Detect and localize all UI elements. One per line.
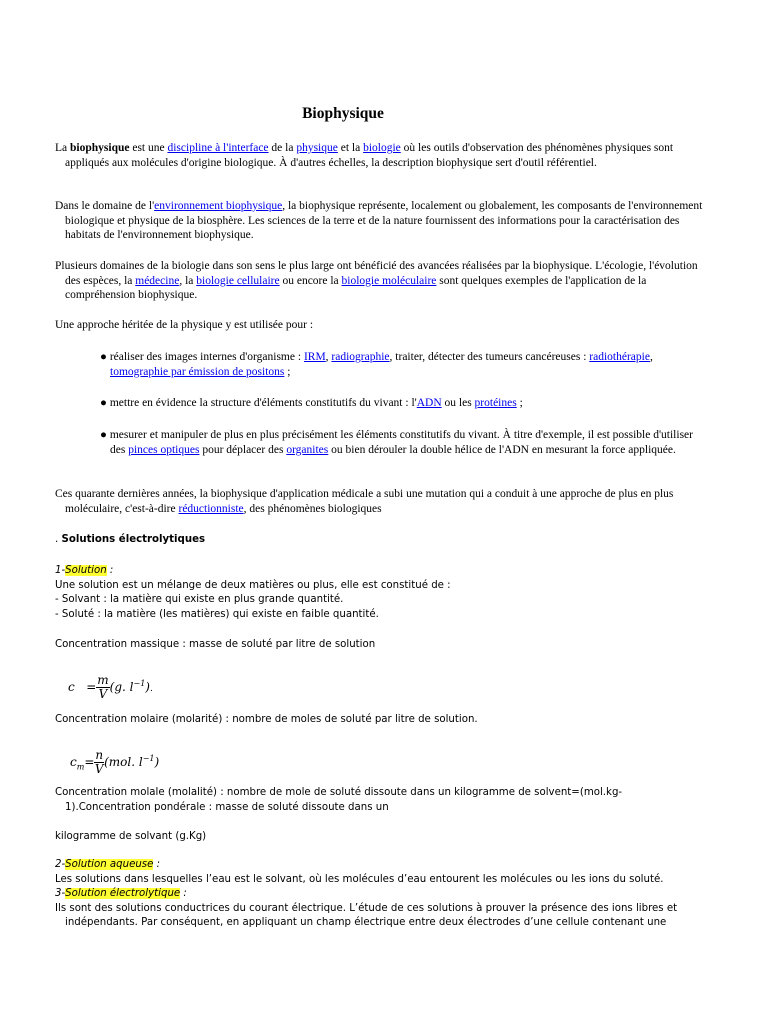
bullet-list-3 [100, 428, 700, 457]
text: La [55, 142, 71, 154]
link-organites[interactable]: organites [286, 443, 329, 456]
link-radiographie[interactable]: radiographie [331, 351, 390, 363]
text: Plusieurs domaines de la biologie dans son sens le plus large ont bénéficié des avancées réalisées par la biophysique. L'écologie, l'évolution des espèces, la [55, 260, 698, 287]
definition-heading [55, 887, 700, 902]
bold-term: biophysique [70, 142, 130, 154]
text: Dans le domaine de l' [55, 200, 155, 212]
text: , [649, 351, 653, 363]
link-pinces-optiques[interactable]: pinces optiques [128, 443, 200, 456]
link-proteines[interactable]: protéines [474, 397, 517, 409]
text: ● mettre en évidence la structure d'éléments constitutifs du vivant : l' [100, 397, 417, 409]
math-unit: (g. l [109, 680, 134, 694]
text: ● réaliser des images internes d'organisme : [100, 351, 304, 363]
fraction [96, 674, 109, 701]
aqueous-solution-definition [55, 858, 700, 887]
fraction [94, 749, 104, 776]
equation-molar-concentration [70, 749, 159, 776]
text-line: Ils sont des solutions conductrices du courant électrique. L’étude de ces solutions à prouver la présence des ions libres et indépendants. Par conséquent, en appliquant un champ électrique entre deux électrodes d’une cellule contenant une [55, 902, 678, 928]
math-subscript: m [76, 762, 85, 772]
text: 2- [55, 859, 66, 870]
numerator: n [95, 748, 104, 762]
link-environnement-biophysique[interactable]: environnement biophysique [154, 200, 283, 212]
math-exponent: −1 [142, 754, 155, 763]
math-operator: = [86, 680, 97, 694]
definition-heading [55, 564, 700, 579]
definition-heading [55, 858, 700, 873]
text: : [153, 859, 161, 870]
environment-paragraph [55, 199, 710, 243]
text-line: - Soluté : la matière (les matières) qui existe en faible quantité. [55, 608, 379, 620]
numerator: m [97, 673, 109, 687]
text: où les outils d'observation des phénomènes physiques sont appliqués aux molécules d'origine biologique. À d'autres échelles, la description biophysique sert d'outil référentiel. [65, 142, 674, 169]
list-item [100, 396, 700, 411]
kilogram-line: kilogramme de solvant (g.Kg) [55, 831, 207, 842]
text: pour déplacer des [199, 443, 287, 456]
math-symbol: c [70, 755, 77, 769]
electrolytic-solution-definition [55, 887, 700, 931]
text: ou les [441, 397, 475, 409]
link-irm[interactable]: IRM [303, 351, 326, 363]
page-title: Biophysique [302, 105, 384, 122]
text: Ces quarante dernières années, la biophysique d'application médicale a subi une mutation qui a conduit à une approche de plus en plus moléculaire, c'est-à-dire [55, 488, 674, 515]
mutation-paragraph [55, 487, 710, 516]
math-exponent: −1 [133, 679, 146, 688]
text: 1- [55, 565, 66, 576]
math-symbol: c [68, 680, 75, 694]
section-title: Solutions électrolytiques [61, 534, 206, 545]
link-biologie-cellulaire[interactable]: biologie cellulaire [196, 274, 280, 287]
text: 3- [55, 888, 66, 899]
link-discipline[interactable]: discipline à l'interface [167, 142, 269, 154]
link-medecine[interactable]: médecine [135, 274, 180, 287]
text: : [106, 565, 114, 576]
text: sont quelques exemples de l'application de la compréhension biophysique. [65, 274, 647, 301]
link-physique[interactable]: physique [296, 142, 338, 154]
highlighted-term: Solution électrolytique [65, 888, 181, 899]
math-unit: ) [145, 680, 150, 694]
highlighted-term: Solution [65, 565, 107, 576]
solution-definition [55, 564, 700, 622]
text: ; [516, 397, 523, 409]
text: et la [337, 142, 364, 154]
highlighted-term: Solution aqueuse [65, 859, 154, 870]
text: de la [268, 142, 297, 154]
bullet-list-1 [100, 350, 700, 379]
math-punctuation: . [149, 684, 153, 694]
list-item [100, 428, 700, 457]
link-biologie[interactable]: biologie [363, 142, 401, 154]
molar-concentration-label: Concentration molaire (molarité) : nombre de moles de soluté par litre de solution. [55, 714, 478, 725]
link-adn[interactable]: ADN [416, 397, 442, 409]
math-unit: (mol. l [104, 755, 143, 769]
text: ● mesurer et manipuler de plus en plus précisément les éléments constitutifs du vivant. À titre d'exemple, il est possible d'utiliser des [100, 429, 693, 456]
text: : [180, 888, 187, 899]
math-operator: = [84, 755, 95, 769]
section-heading [55, 533, 700, 548]
denominator: V [94, 762, 104, 776]
text: ou encore la [279, 274, 342, 287]
approach-paragraph: Une approche héritée de la physique y est utilisée pour : [55, 319, 314, 331]
text: est une [129, 142, 168, 154]
equation-mass-concentration [68, 674, 153, 701]
math-unit: ) [154, 755, 160, 769]
text: . [55, 534, 62, 545]
list-item [100, 350, 700, 379]
text: , [325, 351, 332, 363]
text: , la biophysique représente, localement ou globalement, les composants de l'environnement biologique et physique de la biosphère. Les sciences de la terre et de la nature fournissent des informations pour la caractérisation des habitats de l'environnement biophysique. [65, 200, 703, 241]
text-line: Une solution est un mélange de deux matières ou plus, elle est constitué de : [55, 579, 451, 591]
text: ; [284, 365, 291, 378]
text: , la [179, 274, 197, 287]
text-line: Les solutions dans lesquelles l’eau est le solvant, où les molécules d’eau entourent les molécules ou les ions du soluté. [55, 873, 664, 885]
link-radiotherapie[interactable]: radiothérapie [589, 351, 650, 363]
mass-concentration-label: Concentration massique : masse de soluté par litre de solution [55, 639, 376, 650]
link-tomographie[interactable]: tomographie par émission de positons [110, 365, 285, 378]
bullet-list-2 [100, 396, 700, 411]
text: , traiter, détecter des tumeurs cancéreuses : [389, 351, 590, 363]
text: ou bien dérouler la double hélice de l'ADN en mesurant la force appliquée. [328, 443, 676, 456]
text: , des phénomènes biologiques [243, 502, 382, 515]
intro-paragraph [55, 141, 710, 170]
text-line: - Solvant : la matière qui existe en plus grande quantité. [55, 594, 344, 605]
molal-concentration-label: Concentration molale (molalité) : nombre de mole de soluté dissoute dans un kilogramme de solvent=(mol.kg-1).Concentration pondérale : masse de soluté dissoute dans un [55, 787, 623, 813]
link-reductionniste[interactable]: réductionniste [178, 502, 244, 515]
denominator: V [98, 687, 108, 701]
domains-paragraph [55, 259, 710, 303]
link-biologie-moleculaire[interactable]: biologie moléculaire [341, 274, 437, 287]
